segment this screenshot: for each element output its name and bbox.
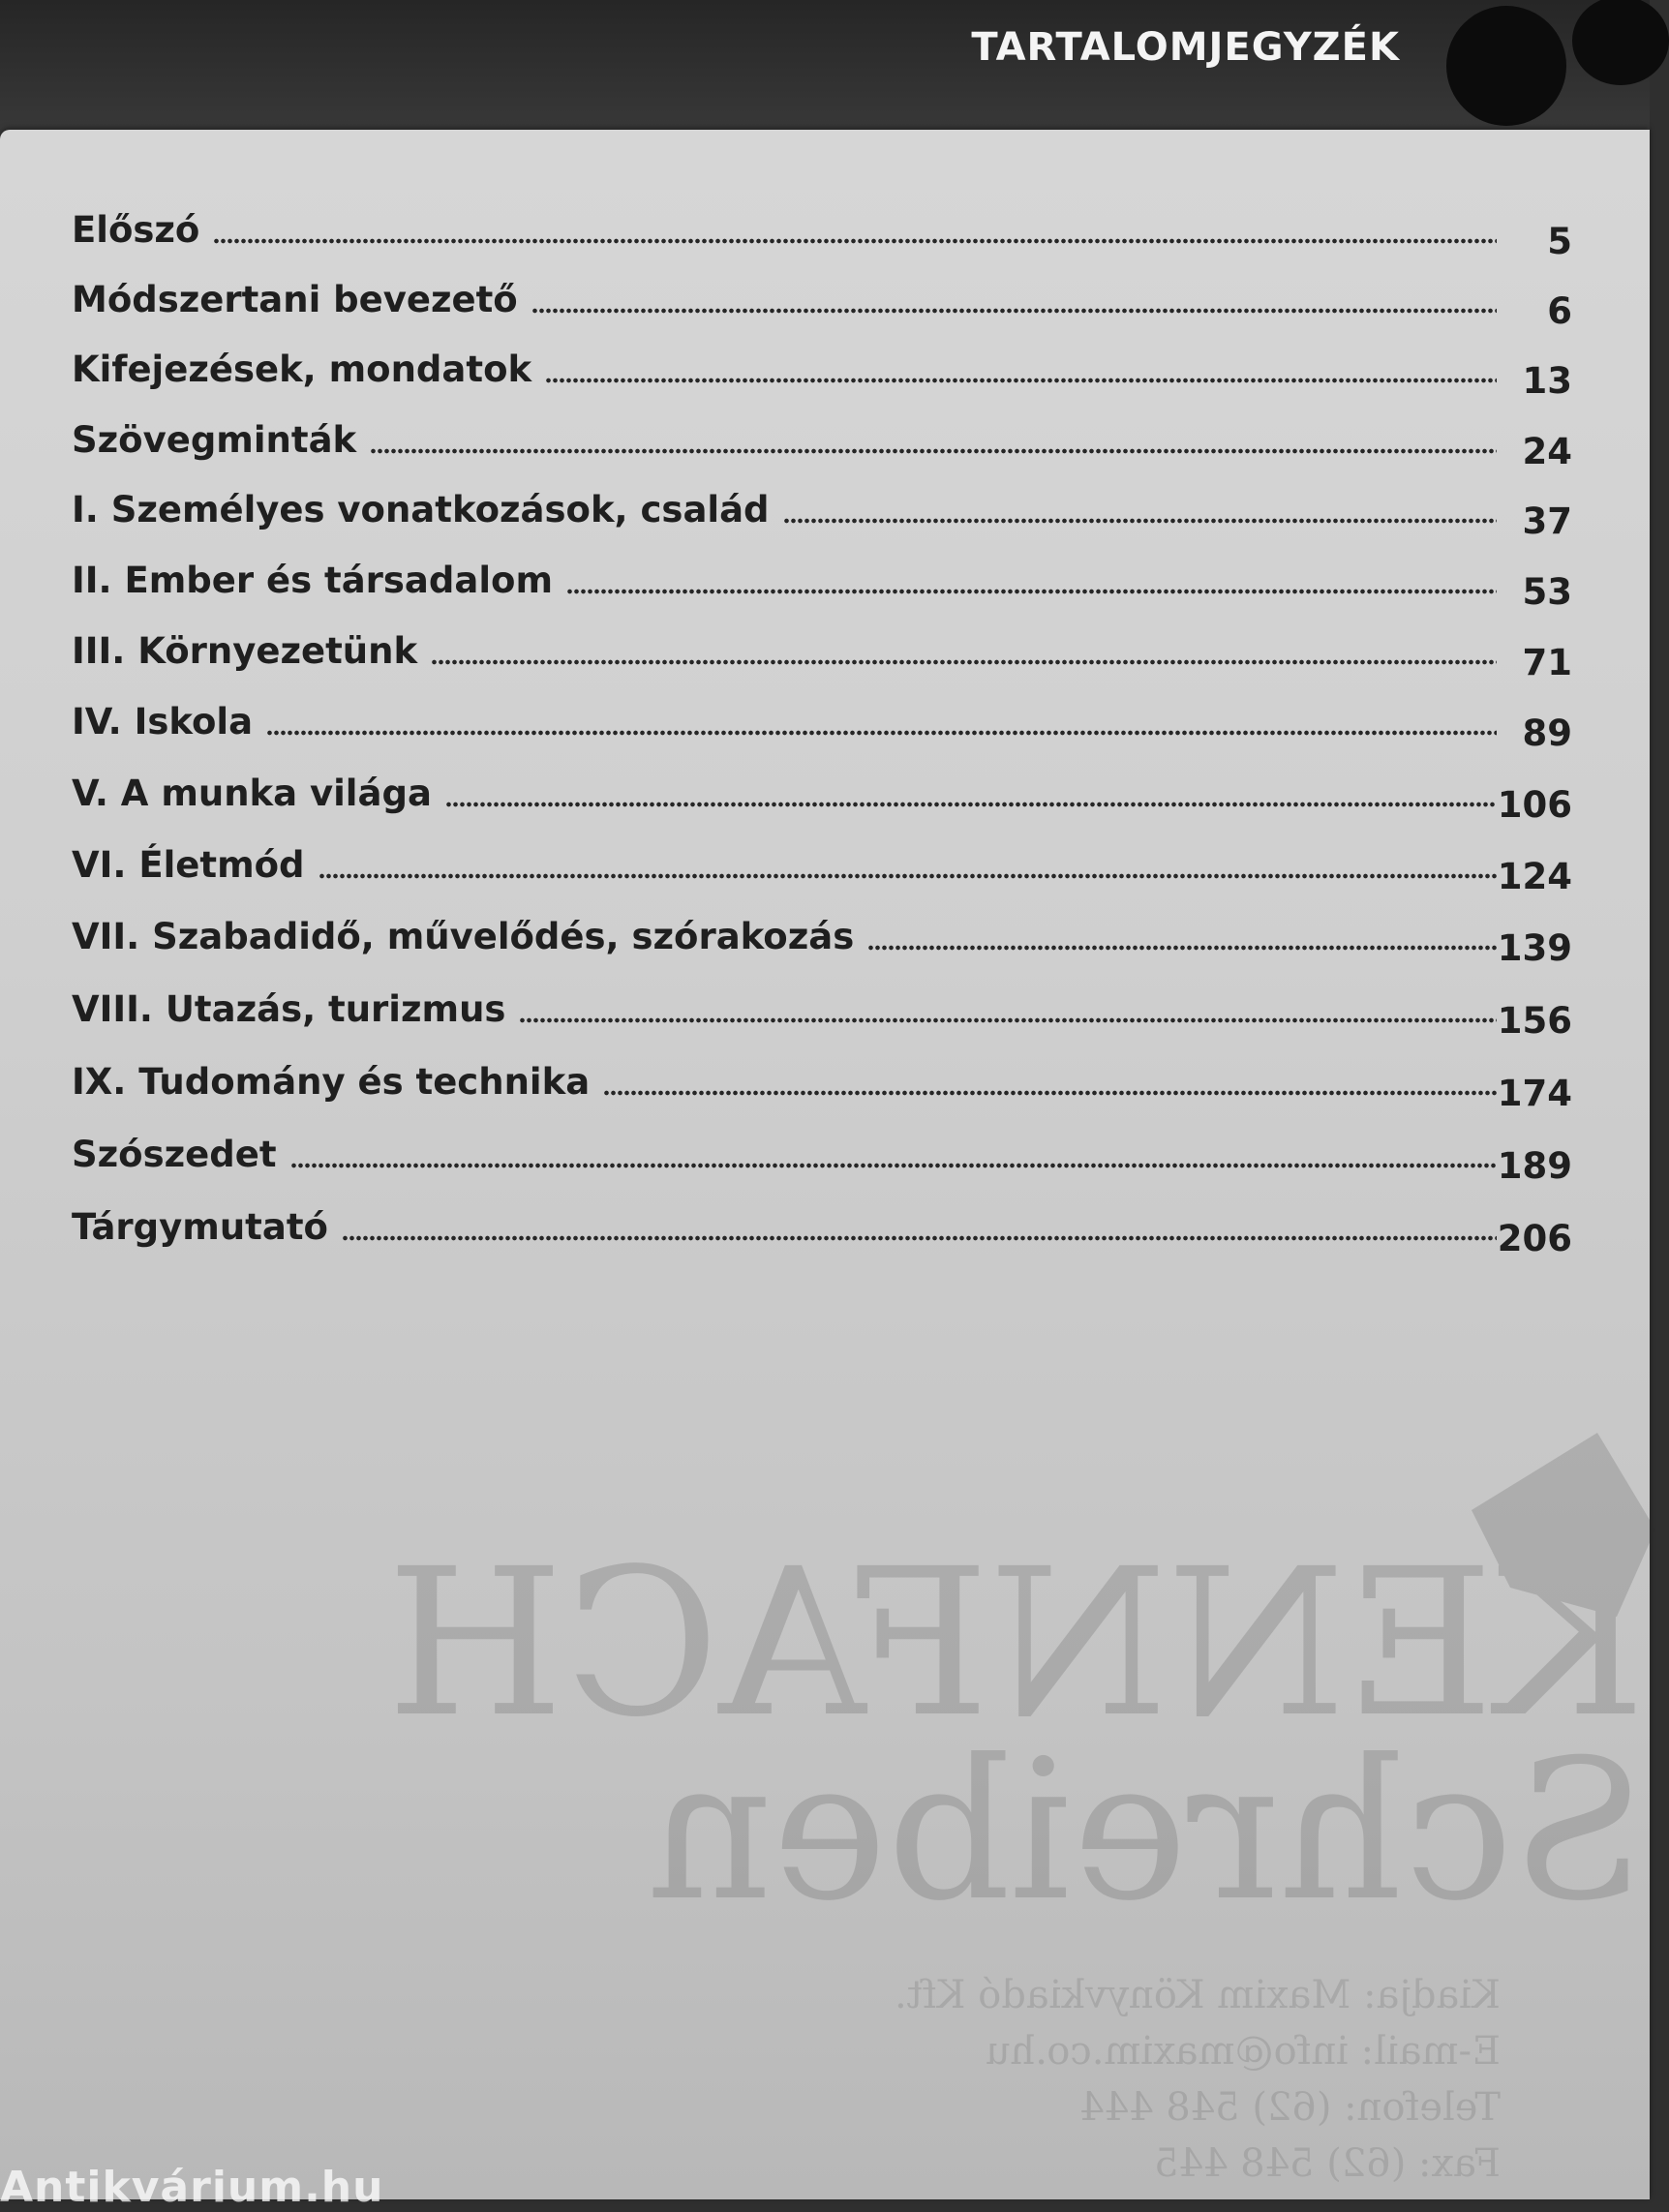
dot-leader [783, 518, 1497, 524]
toc-entry-title: Előszó [72, 209, 200, 251]
toc-entry[interactable] [72, 333, 1572, 402]
toc-entry[interactable] [72, 1045, 1572, 1114]
toc-entry-title: Kifejezések, mondatok [72, 348, 532, 390]
toc-entry[interactable] [72, 829, 1572, 897]
logo-wordmark-top: KENNFACH [386, 1525, 1646, 1762]
toc-entry-page: 206 [1497, 1218, 1572, 1259]
toc-entry-page: 37 [1522, 500, 1572, 542]
toc-entry-title: Szövegminták [72, 419, 357, 461]
dot-leader [342, 1235, 1497, 1241]
dot-leader [213, 238, 1497, 244]
toc-entry-page: 156 [1497, 1000, 1572, 1042]
dot-leader [519, 1017, 1497, 1023]
toc-entry-page: 13 [1522, 360, 1572, 402]
toc-entry-page: 124 [1497, 856, 1572, 897]
toc-entry[interactable] [72, 404, 1572, 472]
toc-entry-page: 189 [1497, 1145, 1572, 1187]
dot-leader [545, 378, 1497, 383]
toc-entry[interactable] [72, 973, 1572, 1042]
toc-entry-title: VIII. Utazás, turizmus [72, 988, 506, 1030]
toc-entry[interactable] [72, 615, 1572, 683]
publisher-line: Telefon: (62) 548 444 [1079, 2085, 1501, 2130]
toc-entry-title: III. Környezetünk [72, 630, 418, 672]
dot-leader [867, 945, 1497, 951]
logo-wordmark-bottom: Schreiben [648, 1718, 1646, 1944]
toc-entry[interactable] [72, 757, 1572, 826]
show-through-logo [386, 1394, 1655, 1944]
dot-leader [531, 308, 1497, 314]
toc-entry-page: 53 [1522, 571, 1572, 613]
publisher-line: Kiadja: Maxim Könyvkiadó Kft. [895, 1973, 1501, 2017]
dot-leader [266, 730, 1497, 736]
section-title: TARTALOMJEGYZÉK [971, 25, 1400, 70]
toc-entry-title: IV. Iskola [72, 701, 254, 742]
toc-entry[interactable] [72, 544, 1572, 613]
toc-entry[interactable] [72, 473, 1572, 542]
toc-entry-title: V. A munka világa [72, 773, 432, 814]
toc-entry-title: Szószedet [72, 1134, 277, 1175]
toc-entry[interactable] [72, 194, 1572, 262]
toc-entry-title: VI. Életmód [72, 844, 305, 886]
toc-entry[interactable] [72, 1191, 1572, 1259]
toc-entry-title: II. Ember és társadalom [72, 560, 554, 601]
toc-entry-page: 106 [1497, 784, 1572, 826]
dot-leader [370, 448, 1497, 454]
publisher-line: Fax: (62) 548 445 [1154, 2141, 1501, 2186]
toc-entry-title: I. Személyes vonatkozások, család [72, 489, 770, 530]
header-band [0, 0, 1650, 145]
toc-entry-title: VII. Szabadidő, művelődés, szórakozás [72, 916, 855, 957]
toc-entry-page: 174 [1497, 1073, 1572, 1114]
dot-leader [566, 589, 1497, 594]
show-through-publisher-text [387, 1965, 1510, 2199]
toc-entry-title: Módszertani bevezető [72, 279, 518, 320]
toc-entry-title: IX. Tudomány és technika [72, 1061, 591, 1103]
publisher-line: E-mail: info@maxim.co.hu [985, 2029, 1501, 2074]
toc-entry-page: 139 [1497, 927, 1572, 969]
site-watermark: Antikvárium.hu [0, 2163, 384, 2212]
dot-leader [319, 873, 1497, 879]
decorative-circle-icon [1446, 6, 1566, 126]
toc-entry-page: 6 [1547, 290, 1572, 332]
toc-entry-page: 71 [1522, 642, 1572, 683]
toc-entry-page: 24 [1522, 431, 1572, 472]
dot-leader [603, 1090, 1497, 1096]
dot-leader [445, 802, 1497, 807]
dot-leader [431, 659, 1497, 665]
decorative-circle-icon [1572, 0, 1669, 85]
toc-entry[interactable] [72, 263, 1572, 332]
dot-leader [290, 1163, 1497, 1168]
toc-entry-page: 89 [1522, 712, 1572, 754]
toc-entry-title: Tárgymutató [72, 1206, 328, 1248]
toc-entry[interactable] [72, 900, 1572, 969]
toc-entry[interactable] [72, 1118, 1572, 1187]
toc-entry[interactable] [72, 685, 1572, 754]
toc-entry-page: 5 [1547, 221, 1572, 262]
